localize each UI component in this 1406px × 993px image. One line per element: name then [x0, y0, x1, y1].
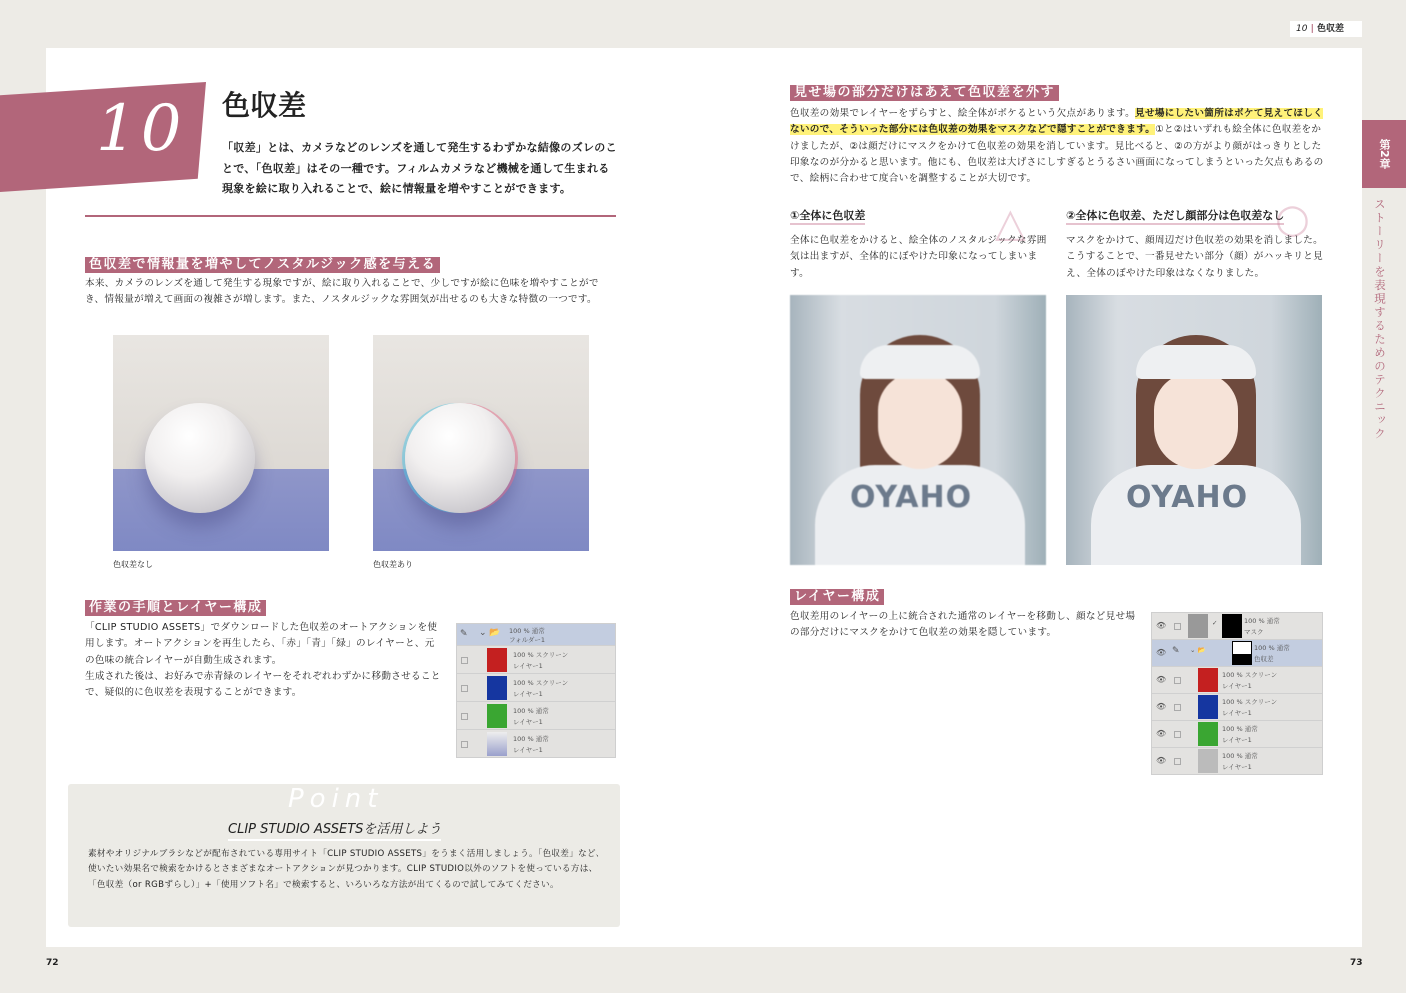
- eye-icon[interactable]: 👁: [1156, 648, 1167, 657]
- layer-thumbnail: [487, 732, 507, 756]
- layer-name: レイヤー1: [513, 718, 543, 726]
- section-body: 生成された後は、お好みで赤青緑のレイヤーをそれぞれわずかに移動させることで、疑似的に色収差を表現することができます。: [85, 671, 441, 699]
- section-body: 本来、カメラのレンズを通して発生する現象ですが、絵に取り入れることで、少しですが絵に色味を増やすことができ、情報量が増えて画面の複雑さが増します。また、ノスタルジックな雰囲気が出せるのも大きな特徴の一つです。: [85, 278, 599, 306]
- checkbox[interactable]: [1174, 677, 1181, 684]
- divider: [85, 215, 616, 217]
- layer-mode: 100 % 通常: [513, 735, 549, 743]
- point-body: 素材やオリジナルブラシなどが配布されている専用サイト「CLIP STUDIO ASSETS」をうまく活用しましょう。「色収差」など､使いたい効果名で検索をかけるとさまざまなオートアクションが見つかります。CLIP STUDIO以外のソフトを使っている方は、「色収差（or RGBずらし）」+「使用ソフト名」で検索すると、いろいろな方法が出てくるので試してみてください。: [88, 849, 601, 890]
- layer-thumbnail: [1198, 668, 1218, 692]
- layer-row[interactable]: [457, 703, 615, 730]
- layer-panel: [1151, 612, 1323, 775]
- layer-row-folder[interactable]: [457, 624, 615, 646]
- example1-title: ①全体に色収差: [790, 207, 865, 225]
- layer-row[interactable]: [457, 647, 615, 674]
- layer-thumbnail: [487, 648, 507, 672]
- layer-name: レイヤー1: [513, 662, 543, 670]
- section-body: 「CLIP STUDIO ASSETS」でダウンロードした色収差のオートアクションを使用します。オートアクションを再生したら､「赤」「青」「緑」のレイヤーと、元の色味の統合レイヤーが自動生成されます。: [85, 622, 438, 666]
- layer-row[interactable]: [457, 675, 615, 702]
- layer-mode: 100 % スクリーン: [513, 651, 569, 659]
- layer-panel: [456, 623, 616, 758]
- layer-row[interactable]: [1152, 667, 1322, 694]
- layer-thumbnail: [1198, 722, 1218, 746]
- eye-icon[interactable]: 👁: [1156, 756, 1167, 765]
- header-section-number: 10: [1296, 24, 1308, 34]
- checkbox[interactable]: [1174, 704, 1181, 711]
- eye-icon[interactable]: 👁: [1156, 729, 1167, 738]
- layer-name: レイヤー1: [513, 746, 543, 754]
- circle-mark: ○: [1275, 196, 1310, 242]
- layer-name: レイヤー1: [1222, 709, 1252, 717]
- section-heading: 作業の手順とレイヤー構成: [85, 600, 266, 616]
- shirt-text: OYAHO: [850, 480, 973, 515]
- sphere-image-without: [113, 335, 329, 551]
- layer-name: レイヤー1: [1222, 682, 1252, 690]
- layer-thumbnail: [487, 676, 507, 700]
- eye-icon[interactable]: 👁: [1156, 675, 1167, 684]
- layer-thumbnail: [1188, 614, 1208, 638]
- point-label: Point: [288, 784, 384, 814]
- example1-body: 全体に色収差をかけると、絵全体のノスタルジックな雰囲気は出ますが、全体的にぼやけた印象になってしまいます。: [790, 235, 1047, 279]
- layer-name: レイヤー1: [513, 690, 543, 698]
- layer-thumbnail: [1198, 695, 1218, 719]
- point-title: CLIP STUDIO ASSETSを活用しよう: [228, 818, 441, 841]
- pen-icon: ✎: [460, 629, 468, 639]
- section-heading: レイヤー構成: [790, 589, 884, 605]
- layer-mode: 100 % 通常: [509, 627, 545, 635]
- layer-mode: 100 % スクリーン: [1222, 671, 1278, 679]
- chapter-tab[interactable]: [1362, 120, 1406, 188]
- illustration-full-aberration: [790, 295, 1046, 565]
- section-heading: 色収差で情報量を増やしてノスタルジック感を与える: [85, 257, 440, 273]
- layer-name: マスク: [1244, 628, 1264, 636]
- caption-with: 色収差あり: [373, 560, 413, 569]
- sphere-image-with: [373, 335, 589, 551]
- layer-thumbnail: [1198, 749, 1218, 773]
- layer-name: フォルダー1: [509, 636, 546, 644]
- layer-mode: 100 % 通常: [1244, 617, 1280, 625]
- layer-mode: 100 % 通常: [1222, 752, 1258, 760]
- layer-name: レイヤー1: [1222, 763, 1252, 771]
- check-icon: ✓: [1212, 619, 1218, 627]
- header-section-title: 色収差: [1317, 24, 1345, 34]
- layer-mode: 100 % スクリーン: [513, 679, 569, 687]
- section-body: 色収差用のレイヤーの上に統合された通常のレイヤーを移動し、顔など見せ場の部分だけにマスクをかけて色収差の効果を隠しています。: [790, 611, 1136, 639]
- highlighted-text: 見せ場にしたい箇所はボケて見えてほしくないので、そういった部分には色収差の効果をマスクなどで隠すことができます。: [790, 108, 1324, 136]
- section-body: [790, 106, 1326, 187]
- checkbox[interactable]: [461, 713, 468, 720]
- chapter-label: 第2章: [1378, 139, 1391, 169]
- layer-mode: 100 % 通常: [513, 707, 549, 715]
- triangle-mark: △: [995, 200, 1026, 246]
- layer-row[interactable]: [1152, 721, 1322, 748]
- eye-icon[interactable]: 👁: [1156, 621, 1167, 630]
- eye-icon[interactable]: 👁: [1156, 702, 1167, 711]
- page-title: 色収差: [222, 89, 307, 122]
- layer-row[interactable]: [1152, 748, 1322, 775]
- layer-mode: 100 % 通常: [1222, 725, 1258, 733]
- checkbox[interactable]: [461, 657, 468, 664]
- layer-name: 色収差: [1254, 655, 1274, 663]
- folder-icon: ⌄ 📂: [479, 628, 501, 638]
- layer-name: レイヤー1: [1222, 736, 1252, 744]
- body-text: ①と②はいずれも絵全体に色収差をかけましたが、②は顔だけにマスクをかけて色収差の効果を消しています。見比べると、②の方がより顔がはっきりとした印象なのが分かると思います。他にも、色収差は大げさにしすぎるとうるさい画面になってしまうといった欠点もあるので、絵柄に合わせて度合いを調整することが大切です。: [790, 124, 1324, 185]
- layer-mode: 100 % 通常: [1254, 644, 1290, 652]
- example2-title: ②全体に色収差、ただし顔部分は色収差なし: [1066, 207, 1284, 225]
- body-text: 色収差の効果でレイヤーをずらすと、絵全体がボケるという欠点があります。: [790, 108, 1136, 119]
- layer-mode: 100 % スクリーン: [1222, 698, 1278, 706]
- checkbox[interactable]: [461, 685, 468, 692]
- checkbox[interactable]: [1174, 758, 1181, 765]
- layer-row[interactable]: [1152, 694, 1322, 721]
- page-number-right: 73: [1350, 958, 1363, 968]
- section-heading: 見せ場の部分だけはあえて色収差を外す: [790, 85, 1059, 101]
- example2-body: マスクをかけて、顔周辺だけ色収差の効果を消しました。こうすることで、一番見せたい部分（顔）がハッキリと見え、全体のぼやけた印象はなくなりました。: [1066, 235, 1324, 279]
- checkbox[interactable]: [1174, 731, 1181, 738]
- page-number-left: 72: [46, 958, 59, 968]
- mask-thumbnail: [1222, 614, 1242, 638]
- illustration-masked-face: [1066, 295, 1322, 565]
- layer-row-folder[interactable]: [1152, 640, 1322, 667]
- mask-thumbnail: [1232, 641, 1252, 665]
- shirt-text: OYAHO: [1126, 480, 1249, 515]
- checkbox[interactable]: [461, 741, 468, 748]
- folder-icon: ⌄ 📂: [1190, 646, 1206, 654]
- running-header: 10 | 色収差: [1290, 21, 1362, 37]
- caption-without: 色収差なし: [113, 560, 153, 569]
- point-box: [68, 784, 620, 927]
- lead-text: 「収差」とは、カメラなどのレンズを通して発生するわずかな結像のズレのことで、「色収差」はその一種です。フィルムカメラなど機械を通して生まれる現象を絵に取り入れることで、絵に情報量を増やすことができます。: [222, 141, 617, 195]
- checkbox[interactable]: [1174, 623, 1181, 630]
- chapter-number: 10: [96, 92, 186, 166]
- layer-row[interactable]: [457, 731, 615, 758]
- layer-thumbnail: [487, 704, 507, 728]
- pen-icon: ✎: [1172, 646, 1180, 656]
- layer-row[interactable]: [1152, 613, 1322, 640]
- chapter-title: ストーリーを表現するためのテクニック: [1373, 198, 1387, 441]
